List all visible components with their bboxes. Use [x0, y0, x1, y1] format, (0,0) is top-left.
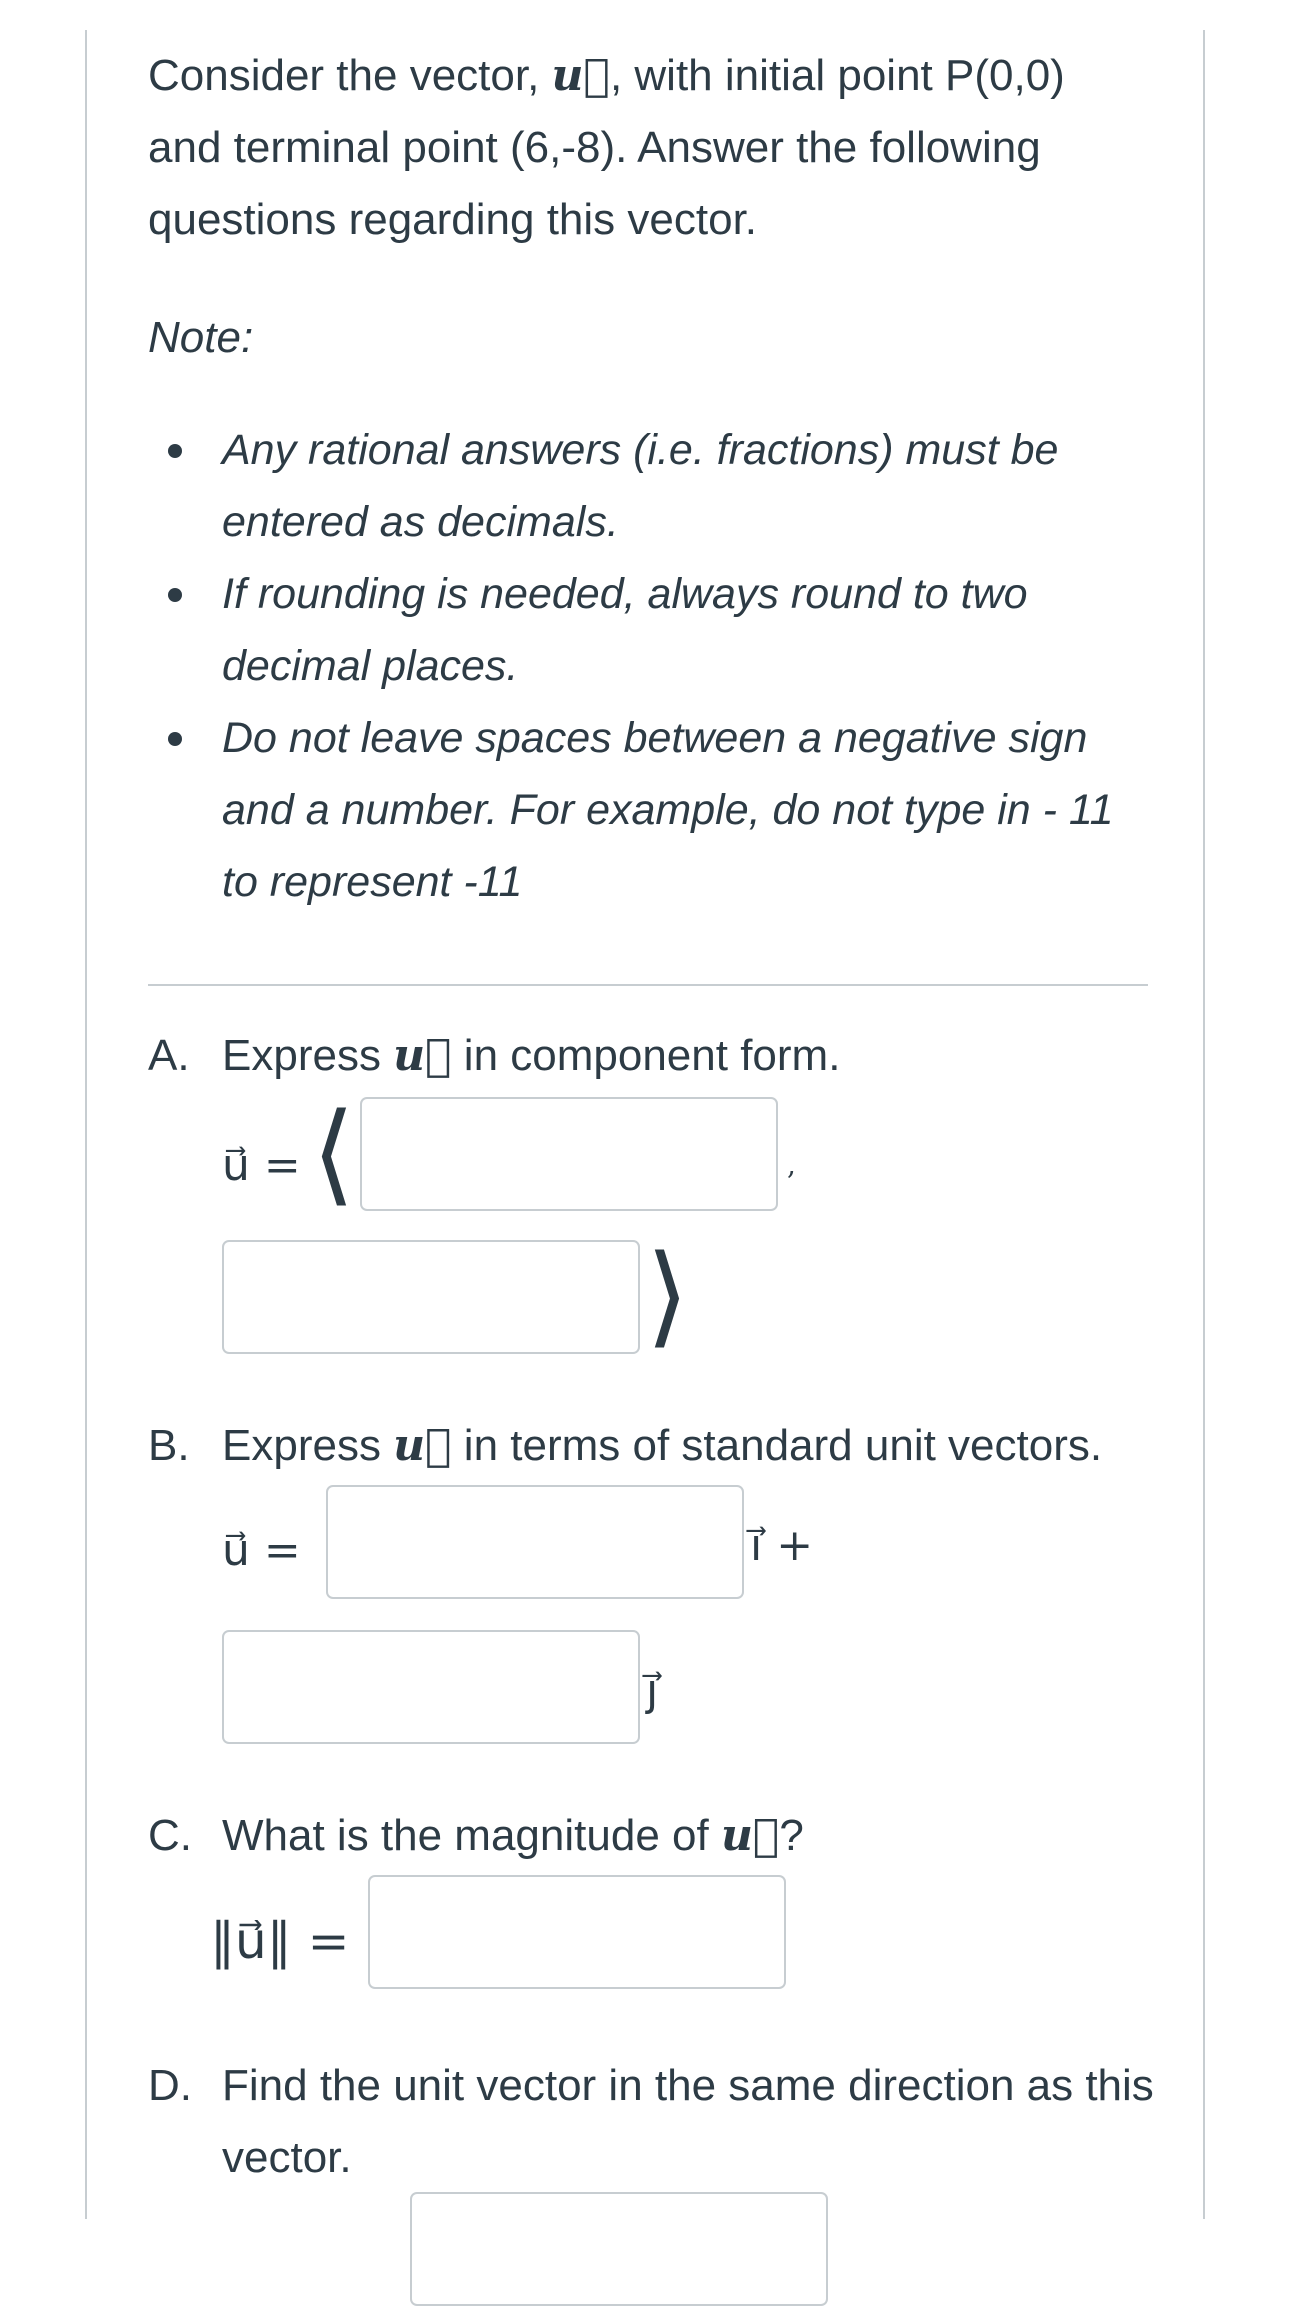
magnitude-lhs: ‖u⃗‖ = — [210, 1912, 350, 1970]
j-unit-vector-label: j⃗ — [646, 1665, 659, 1716]
open-angle-bracket: ⟨ — [312, 1089, 355, 1217]
i-unit-vector-label: i⃗ + — [750, 1520, 814, 1571]
question-a-lhs: u⃗ = — [222, 1140, 301, 1191]
vector-u-symbol: u⃗ — [720, 1810, 780, 1861]
close-angle-bracket: ⟩ — [646, 1231, 689, 1359]
question-b-text-start: Express — [222, 1421, 394, 1470]
unit-vector-input[interactable] — [410, 2192, 828, 2306]
question-a-letter: A. — [148, 1031, 190, 1080]
question-a — [148, 1020, 1158, 1092]
component-x-input[interactable] — [360, 1097, 778, 1211]
problem-content — [148, 40, 1148, 986]
problem-intro — [148, 40, 1148, 256]
question-b-lhs: u⃗ = — [222, 1525, 301, 1576]
question-d-letter: D. — [148, 2061, 192, 2110]
vector-u-symbol: u⃗ — [551, 50, 610, 101]
right-border — [1203, 30, 1205, 2219]
question-a-text-start: Express — [222, 1031, 394, 1080]
question-c-text-end: ? — [779, 1811, 804, 1860]
left-border — [85, 30, 87, 2219]
question-a-text-end: in component form. — [451, 1031, 841, 1080]
question-d-text: Find the unit vector in the same direction as this vector. — [222, 2061, 1154, 2182]
question-b-text-end: in terms of standard unit vectors. — [451, 1421, 1103, 1470]
question-c-text-start: What is the magnitude of — [222, 1811, 721, 1860]
question-c-letter: C. — [148, 1811, 192, 1860]
component-y-input[interactable] — [222, 1240, 640, 1354]
question-b-letter: B. — [148, 1421, 190, 1470]
note-list — [148, 414, 1148, 918]
note-item: If rounding is needed, always round to two decimal places. — [148, 558, 1148, 702]
intro-text-end: , with initial point P(0,0) and terminal point (6,-8). Answer the following questions regarding this vector. — [148, 51, 1065, 244]
note-item: Do not leave spaces between a negative sign and a number. For example, do not type in - 11 to represent -11 — [148, 702, 1148, 918]
i-coefficient-input[interactable] — [326, 1485, 744, 1599]
component-comma: , — [787, 1148, 796, 1181]
note-item: Any rational answers (i.e. fractions) must be entered as decimals. — [148, 414, 1148, 558]
section-divider — [148, 984, 1148, 986]
magnitude-input[interactable] — [368, 1875, 786, 1989]
question-b — [148, 1410, 1158, 1482]
question-c — [148, 1800, 1158, 1872]
intro-text-start: Consider the vector, — [148, 51, 552, 100]
vector-u-symbol: u⃗ — [393, 1030, 452, 1081]
note-title: Note: — [148, 313, 254, 362]
question-d — [148, 2050, 1222, 2194]
j-coefficient-input[interactable] — [222, 1630, 640, 1744]
vector-u-symbol: u⃗ — [393, 1420, 452, 1471]
